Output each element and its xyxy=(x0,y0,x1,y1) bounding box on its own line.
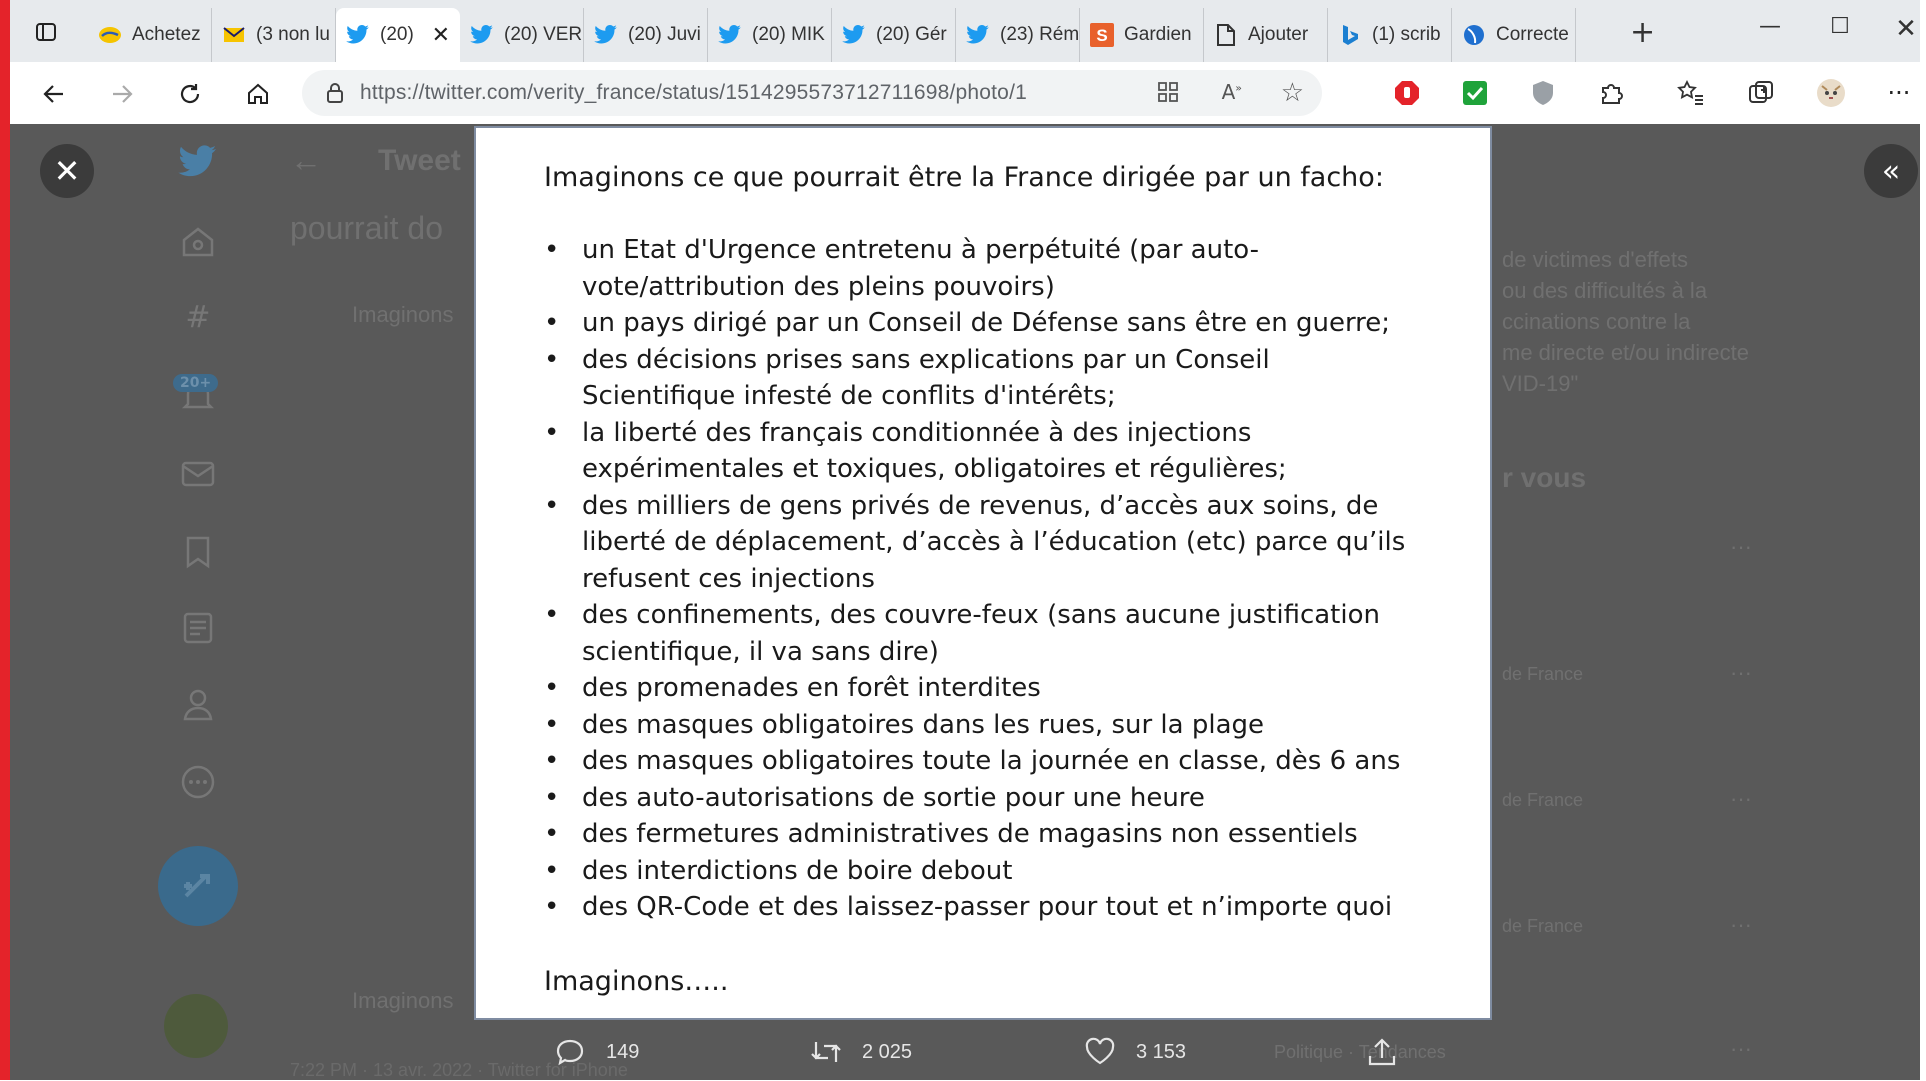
side-user-name: de France xyxy=(1502,664,1584,684)
twitter-icon xyxy=(470,23,494,47)
tab[interactable] xyxy=(1204,8,1328,62)
settings-more-icon[interactable]: ··· xyxy=(1887,79,1911,107)
mail-icon xyxy=(222,23,246,47)
more-dots-icon[interactable]: ··· xyxy=(1730,1036,1752,1061)
side-line: de victimes d'effets xyxy=(1502,247,1688,272)
tab-title: (20) VER xyxy=(504,24,583,45)
retweet-button[interactable] xyxy=(810,1036,912,1068)
tab[interactable] xyxy=(1452,8,1576,62)
photo-list-item: • la liberté des français conditionnée à des injections expérimentales et toxiques, obligatoires et régulières; xyxy=(544,415,1424,488)
globe-icon xyxy=(1462,23,1486,47)
twitter-icon xyxy=(842,23,866,47)
lists-icon[interactable] xyxy=(178,610,218,650)
more-dots-icon[interactable]: ··· xyxy=(1730,660,1752,685)
tab[interactable] xyxy=(212,8,336,62)
close-window-button[interactable]: ✕ xyxy=(1895,14,1917,44)
tweet-timestamp: 7:22 PM · 13 avr. 2022 · Twitter for iPhone xyxy=(290,1060,628,1080)
side-line: ou des difficultés à la xyxy=(1502,278,1708,303)
tab-title: Gardien xyxy=(1124,24,1192,45)
tab-bar xyxy=(10,0,1920,62)
laposte-icon xyxy=(98,23,122,47)
photo-list-item: • un pays dirigé par un Conseil de Défense sans être en guerre; xyxy=(544,305,1424,342)
tab[interactable] xyxy=(832,8,956,62)
like-button[interactable] xyxy=(1084,1036,1186,1068)
collapse-panel-icon[interactable]: « xyxy=(1864,144,1918,198)
twitter-logo-icon[interactable] xyxy=(178,144,218,184)
checkmark-extension-icon[interactable] xyxy=(1458,76,1492,110)
twitter-icon xyxy=(718,23,742,47)
tab-title: (20) Juvi xyxy=(628,24,701,45)
twitter-icon xyxy=(594,23,618,47)
more-dots-icon[interactable]: ··· xyxy=(1730,786,1752,811)
side-line: VID-19" xyxy=(1502,371,1579,396)
tweet-snippet: pourrait do xyxy=(290,210,443,246)
tab[interactable] xyxy=(1328,8,1452,62)
photo-list-item: • des milliers de gens privés de revenus, d’accès aux soins, de liberté de déplacement, d’accès à l’éducation (etc) parce qu’ils refusent ces injections xyxy=(544,488,1424,598)
twitter-icon xyxy=(966,23,990,47)
refresh-button[interactable] xyxy=(172,76,208,112)
url-text[interactable]: https://twitter.com/verity_france/status/1514295573712711698/photo/1 xyxy=(360,81,1027,104)
photo-list-item: • un Etat d'Urgence entretenu à perpétuité (par auto-vote/attribution des pleins pouvoirs) xyxy=(544,232,1424,305)
photo-list-item: • des masques obligatoires dans les rues, sur la plage xyxy=(544,707,1424,744)
side-article-text xyxy=(1502,244,1749,399)
more-options-icon[interactable] xyxy=(178,764,218,804)
back-arrow-icon[interactable]: ← xyxy=(290,142,322,178)
tab[interactable] xyxy=(584,8,708,62)
tab[interactable] xyxy=(460,8,584,62)
extensions-puzzle-icon[interactable] xyxy=(1594,76,1628,110)
share-icon xyxy=(1366,1036,1398,1068)
profile-icon[interactable] xyxy=(178,686,218,726)
tab-title: (20) xyxy=(380,24,414,45)
favorite-star-icon[interactable]: ☆ xyxy=(1280,78,1304,108)
heart-icon xyxy=(1084,1036,1116,1068)
maximize-button[interactable]: ☐ xyxy=(1830,14,1850,39)
tab-title: (3 non lu xyxy=(256,24,330,45)
bookmarks-icon[interactable] xyxy=(178,534,218,574)
page-icon xyxy=(1214,23,1238,47)
photo-list-item: • des auto-autorisations de sortie pour une heure xyxy=(544,780,1424,817)
lock-icon[interactable] xyxy=(324,82,346,108)
photo-list-item: • des interdictions de boire debout xyxy=(544,853,1424,890)
more-dots-icon[interactable]: ··· xyxy=(1730,534,1752,559)
tab-title: (1) scrib xyxy=(1372,24,1441,45)
forward-button[interactable] xyxy=(104,76,140,112)
retweet-count: 2 025 xyxy=(862,1040,913,1063)
tab-title: Correcte xyxy=(1496,24,1569,45)
page-content xyxy=(10,124,1920,1080)
photo-list-item: • des QR-Code et des laissez-passer pour tout et n’importe quoi xyxy=(544,889,1424,926)
photo-list-item: • des confinements, des couvre-feux (sans aucune justification scientifique, il va sans dire) xyxy=(544,597,1424,670)
side-heading: r vous xyxy=(1502,462,1587,493)
apps-icon[interactable] xyxy=(1156,80,1180,108)
retweet-icon xyxy=(810,1036,842,1068)
tab-title: Ajouter xyxy=(1248,24,1309,45)
window-edge xyxy=(0,0,10,1080)
svg-text:S: S xyxy=(1096,26,1108,45)
scribd-s-icon xyxy=(1090,23,1114,47)
adblock-extension-icon[interactable] xyxy=(1390,76,1424,110)
photo-title: Imaginons ce que pourrait être la France dirigée par un facho: xyxy=(544,162,1384,193)
new-tab-button[interactable]: + xyxy=(1630,15,1656,50)
twitter-icon xyxy=(346,23,370,47)
address-bar[interactable] xyxy=(302,70,1322,116)
tweet-photo xyxy=(474,126,1492,1020)
photo-list-item: • des décisions prises sans explications par un Conseil Scientifique infesté de conflits d'intérêts; xyxy=(544,342,1424,415)
tweet-text-end: Imaginons xyxy=(352,988,454,1013)
tweet-text-start: Imaginons xyxy=(352,302,454,327)
read-aloud-icon[interactable]: A» xyxy=(1221,80,1242,104)
profile-avatar[interactable] xyxy=(1814,76,1848,110)
tab[interactable] xyxy=(1080,8,1204,62)
tweet-header: Tweet xyxy=(378,144,461,177)
favorites-icon[interactable] xyxy=(1674,76,1708,110)
bing-icon xyxy=(1338,23,1362,47)
more-dots-icon[interactable]: ··· xyxy=(1730,912,1752,937)
photo-outro: Imaginons….. xyxy=(544,966,729,997)
home-nav-icon[interactable] xyxy=(178,224,218,264)
tab[interactable] xyxy=(88,8,212,62)
side-line: ccinations contre la xyxy=(1502,309,1691,334)
reply-count: 149 xyxy=(606,1040,640,1063)
compose-tweet-button[interactable] xyxy=(158,846,238,926)
minimize-button[interactable]: — xyxy=(1759,14,1781,39)
explore-hashtag-icon[interactable]: # xyxy=(185,300,211,335)
tab-title: (20) Gér xyxy=(876,24,947,45)
tab-active[interactable] xyxy=(336,8,460,62)
photo-bullet-list xyxy=(544,232,1424,926)
photo-list-item: • des promenades en forêt interdites xyxy=(544,670,1424,707)
tab-list xyxy=(88,8,1576,62)
tab[interactable] xyxy=(708,8,832,62)
close-photo-button[interactable]: ✕ xyxy=(40,144,94,198)
like-count: 3 153 xyxy=(1136,1040,1187,1063)
back-button[interactable] xyxy=(36,76,72,112)
tab-title: (23) Rém xyxy=(1000,24,1080,45)
tab-title: (20) MIK xyxy=(752,24,825,45)
tab-actions-icon[interactable] xyxy=(30,16,62,48)
tab[interactable] xyxy=(956,8,1080,62)
tab-title: Achetez xyxy=(132,24,201,45)
photo-list-item: • des fermetures administratives de magasins non essentiels xyxy=(544,816,1424,853)
notifications-badge: 20+ xyxy=(173,374,218,392)
share-button[interactable] xyxy=(1366,1036,1398,1068)
messages-icon[interactable] xyxy=(178,456,218,496)
photo-list-item: • des masques obligatoires toute la journée en classe, dès 6 ans xyxy=(544,743,1424,780)
side-line: me directe et/ou indirecte xyxy=(1502,340,1750,365)
address-toolbar xyxy=(10,62,1920,125)
shield-extension-icon[interactable] xyxy=(1526,76,1560,110)
home-button[interactable] xyxy=(240,76,276,112)
side-user-name: de France xyxy=(1502,916,1584,936)
tab-close-icon[interactable]: ✕ xyxy=(431,22,450,48)
side-trend: Politique · Tendances xyxy=(1274,1042,1446,1062)
side-user-name: de France xyxy=(1502,790,1584,810)
collections-icon[interactable] xyxy=(1744,76,1778,110)
